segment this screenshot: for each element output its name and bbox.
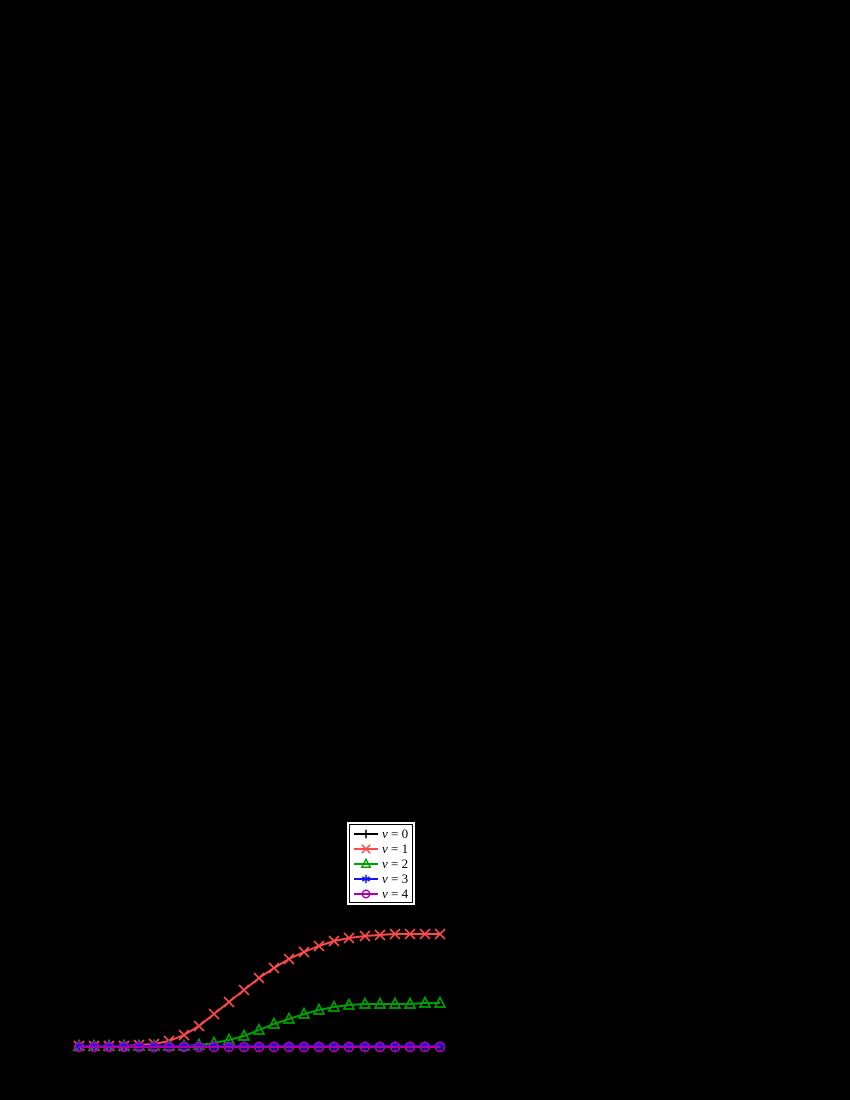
legend-label: ν = 4 bbox=[382, 885, 409, 901]
legend-item-v4 bbox=[353, 886, 412, 901]
legend-item-v1 bbox=[353, 841, 412, 856]
legend-label: ν = 1 bbox=[382, 840, 409, 856]
series-1 bbox=[74, 929, 445, 1051]
legend-sample-asterisk-icon bbox=[353, 873, 379, 885]
legend-inner-border bbox=[349, 824, 413, 903]
legend-sample-triangle-icon bbox=[353, 858, 379, 870]
legend-item-v3 bbox=[353, 871, 412, 886]
legend-label: ν = 3 bbox=[382, 870, 409, 886]
legend-sample-cross-icon bbox=[353, 843, 379, 855]
legend-box bbox=[346, 821, 416, 906]
legend-item-v0 bbox=[353, 826, 412, 841]
legend-label: ν = 2 bbox=[382, 855, 409, 871]
cross-marker-icon bbox=[74, 929, 445, 1051]
legend-sample-plus-icon bbox=[353, 828, 379, 840]
legend-sample-circle-icon bbox=[353, 888, 379, 900]
legend-label: ν = 0 bbox=[382, 825, 409, 841]
legend-item-v2 bbox=[353, 856, 412, 871]
